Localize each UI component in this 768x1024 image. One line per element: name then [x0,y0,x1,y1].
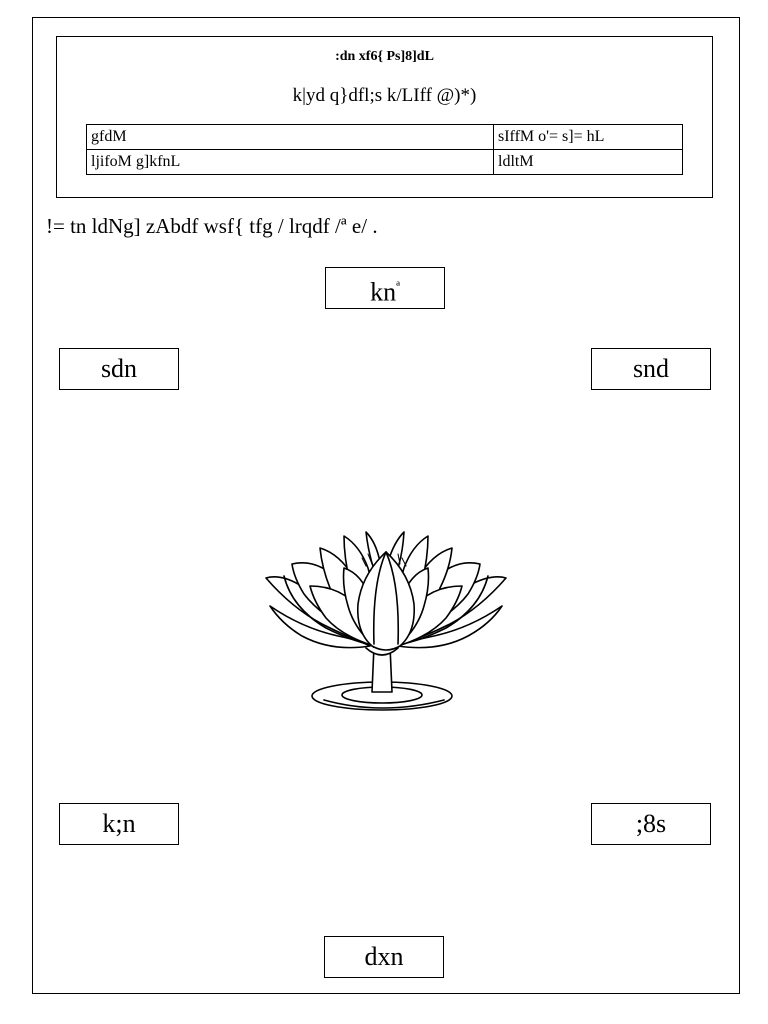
word-box-lower-left[interactable] [59,803,179,845]
table-row [87,150,683,175]
table-row [87,125,683,150]
exam-title: k|yd q}dfl;s k/LIff @)*) [292,85,477,106]
word-box-upper-left[interactable] [59,348,179,390]
word-bottom: dxn [364,942,404,971]
school-name: :dn xf6{ Ps]8]dL [335,49,434,64]
word-lower-left: k;n [102,809,136,838]
word-upper-left: sdn [100,354,138,383]
word-box-top[interactable] [325,267,445,309]
question-instruction: != tn ldNg] zAbdf wsf{ tfg / lrqdf /ª e/ . [46,214,378,238]
word-top: kn [370,277,397,307]
class-field: sIffM o'= s]= hL [494,125,683,150]
word-box-lower-right[interactable] [591,803,711,845]
word-box-bottom[interactable] [324,936,444,978]
word-upper-right: snd [632,354,670,383]
subject-field: ljifoM g]kfnL [87,150,494,175]
word-box-upper-right[interactable] [591,348,711,390]
name-field: gfdM [87,125,494,150]
exam-header [56,36,713,198]
lotus-icon [262,528,510,714]
word-lower-right: ;8s [635,809,667,838]
student-info-table [86,124,683,175]
word-top-sup: ª [396,280,400,295]
date-field: ldltM [494,150,683,175]
